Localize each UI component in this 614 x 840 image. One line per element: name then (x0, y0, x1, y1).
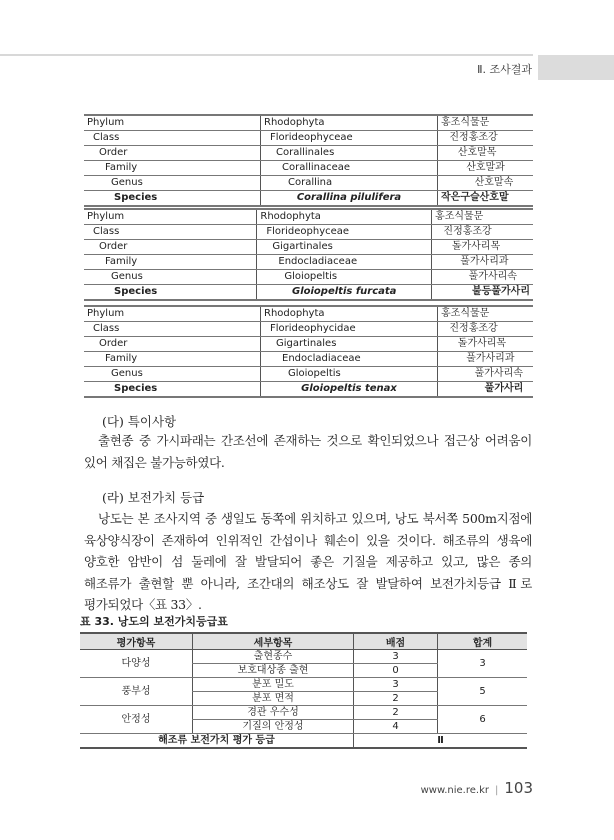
footer-url: www.nie.re.kr (420, 785, 489, 796)
rank-cell: Order (84, 337, 261, 352)
rank-cell: Class (84, 322, 261, 337)
evaluation-item: 풍부성 (80, 678, 193, 706)
rank-cell: Class (84, 225, 257, 240)
korean-name-cell: 돌가사리목 (438, 337, 534, 352)
scientific-name-cell: Corallinaceae (261, 161, 438, 176)
taxonomy-row (84, 115, 533, 131)
scientific-name-cell: Gloiopeltis tenax (261, 382, 438, 398)
col-header: 배점 (354, 633, 438, 650)
header-rule (0, 54, 533, 56)
scientific-name-cell: Gigartinales (261, 337, 438, 352)
scientific-name-cell: Corallinales (261, 146, 438, 161)
section-ra-heading: (라) 보전가치 등급 (102, 490, 205, 505)
score: 2 (354, 692, 438, 706)
taxonomy-row (84, 306, 533, 322)
rank-cell: Family (84, 161, 261, 176)
col-header: 합계 (438, 633, 528, 650)
rank-cell: Species (84, 191, 261, 207)
rank-cell: Species (84, 285, 257, 301)
section-ra-line: 평가되었다〈표 33〉. (84, 597, 202, 612)
korean-name-cell: 불등풀가사리 (432, 285, 533, 301)
scientific-name-cell: Gloiopeltis (261, 367, 438, 382)
rank-cell: Genus (84, 176, 261, 191)
korean-name-cell: 풀가사리속 (432, 270, 533, 285)
evaluation-item: 안정성 (80, 706, 193, 734)
korean-name-cell: 풀가사리속 (438, 367, 534, 382)
score: 4 (354, 720, 438, 734)
scientific-name-cell: Rhodophyta (261, 115, 438, 131)
taxonomy-row (84, 240, 533, 255)
conservation-grade-table (80, 632, 527, 749)
taxonomy-row (84, 146, 533, 161)
table-caption: 표 33. 낭도의 보전가치등급표 (80, 615, 228, 628)
section-da-line: 있어 채집은 불가능하였다. (84, 455, 225, 470)
final-grade-row (80, 734, 527, 749)
section-ra-line: 해조류가 출현할 뿐 아니라, 조간대의 해조상도 잘 발달하여 보전가치등급 Ⅱ로 (84, 576, 532, 591)
taxonomy-table (84, 114, 533, 207)
detail-item: 출현종수 (193, 650, 354, 664)
taxonomy-row (84, 382, 533, 398)
scientific-name-cell: Gloiopeltis (257, 270, 432, 285)
taxonomy-row (84, 161, 533, 176)
korean-name-cell: 풀가사리 (438, 382, 534, 398)
rank-cell: Species (84, 382, 261, 398)
table-row (80, 650, 527, 664)
rank-cell: Genus (84, 270, 257, 285)
rank-cell: Genus (84, 367, 261, 382)
taxonomy-row (84, 270, 533, 285)
detail-item: 보호대상종 출현 (193, 664, 354, 678)
korean-name-cell: 홍조식물문 (438, 306, 534, 322)
taxonomy-row (84, 176, 533, 191)
page-number: 103 (504, 779, 533, 797)
total: 6 (438, 706, 528, 734)
table-row (80, 678, 527, 692)
scientific-name-cell: Florideophycidae (261, 322, 438, 337)
section-header: Ⅱ. 조사결과 (477, 63, 532, 76)
taxonomy-row (84, 255, 533, 270)
scientific-name-cell: Gigartinales (257, 240, 432, 255)
detail-item: 기질의 안정성 (193, 720, 354, 734)
korean-name-cell: 진정홍조강 (432, 225, 533, 240)
korean-name-cell: 진정홍조강 (438, 131, 534, 146)
section-ra-line: 양호한 암반이 섬 둘레에 잘 발달되어 좋은 기질을 제공하고 있고, 많은 종의 (84, 554, 532, 569)
korean-name-cell: 돌가사리목 (432, 240, 533, 255)
korean-name-cell: 진정홍조강 (438, 322, 534, 337)
scientific-name-cell: Corallina (261, 176, 438, 191)
korean-name-cell: 작은구슬산호말 (438, 191, 534, 207)
final-grade-label: 해조류 보전가치 평가 등급 (80, 734, 354, 749)
korean-name-cell: 풀가사리과 (432, 255, 533, 270)
header-tab-block (538, 55, 614, 80)
table-header-row (80, 633, 527, 650)
korean-name-cell: 풀가사리과 (438, 352, 534, 367)
taxonomy-row (84, 131, 533, 146)
footer-separator: | (494, 785, 499, 796)
taxonomy-row (84, 209, 533, 225)
detail-item: 분포 면적 (193, 692, 354, 706)
page-footer (421, 779, 533, 797)
taxonomy-row (84, 191, 533, 207)
rank-cell: Order (84, 146, 261, 161)
total: 5 (438, 678, 528, 706)
final-grade-value: Ⅱ (354, 734, 528, 749)
rank-cell: Class (84, 131, 261, 146)
taxonomy-row (84, 285, 533, 301)
korean-name-cell: 산호말목 (438, 146, 534, 161)
rank-cell: Phylum (84, 209, 257, 225)
scientific-name-cell: Gloiopeltis furcata (257, 285, 432, 301)
taxonomy-row (84, 337, 533, 352)
scientific-name-cell: Rhodophyta (261, 306, 438, 322)
taxonomy-row (84, 322, 533, 337)
taxonomy-table (84, 305, 533, 398)
score: 0 (354, 664, 438, 678)
score: 2 (354, 706, 438, 720)
section-ra-line: 낭도는 본 조사지역 중 생일도 동쪽에 위치하고 있으며, 낭도 북서쪽 500m지점에 (98, 511, 532, 526)
col-header: 세부항목 (193, 633, 354, 650)
table-row (80, 706, 527, 720)
detail-item: 경관 우수성 (193, 706, 354, 720)
taxonomy-row (84, 352, 533, 367)
scientific-name-cell: Rhodophyta (257, 209, 432, 225)
evaluation-item: 다양성 (80, 650, 193, 678)
score: 3 (354, 650, 438, 664)
rank-cell: Family (84, 255, 257, 270)
total: 3 (438, 650, 528, 678)
scientific-name-cell: Florideophyceae (257, 225, 432, 240)
detail-item: 분포 밀도 (193, 678, 354, 692)
korean-name-cell: 산호말과 (438, 161, 534, 176)
section-ra-line: 육상양식장이 존재하여 인위적인 간섭이나 훼손이 있을 것이다. 해조류의 생육에 (84, 533, 532, 548)
scientific-name-cell: Florideophyceae (261, 131, 438, 146)
rank-cell: Phylum (84, 306, 261, 322)
scientific-name-cell: Corallina pilulifera (261, 191, 438, 207)
section-da-line: 출현종 중 가시파래는 간조선에 존재하는 것으로 확인되었으나 접근상 어려움이 (98, 433, 532, 448)
section-da-heading: (다) 특이사항 (102, 414, 177, 429)
col-header: 평가항목 (80, 633, 193, 650)
korean-name-cell: 홍조식물문 (432, 209, 533, 225)
korean-name-cell: 홍조식물문 (438, 115, 534, 131)
taxonomy-row (84, 225, 533, 240)
rank-cell: Phylum (84, 115, 261, 131)
rank-cell: Order (84, 240, 257, 255)
scientific-name-cell: Endocladiaceae (261, 352, 438, 367)
taxonomy-row (84, 367, 533, 382)
korean-name-cell: 산호말속 (438, 176, 534, 191)
rank-cell: Family (84, 352, 261, 367)
scientific-name-cell: Endocladiaceae (257, 255, 432, 270)
score: 3 (354, 678, 438, 692)
taxonomy-table (84, 208, 533, 301)
